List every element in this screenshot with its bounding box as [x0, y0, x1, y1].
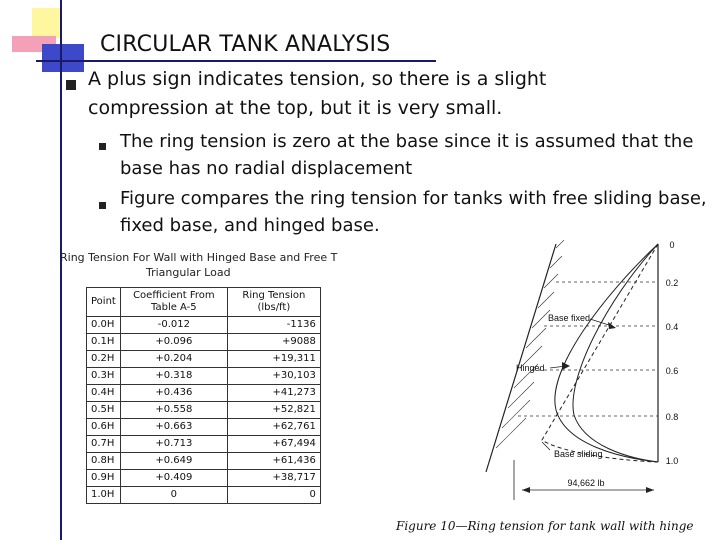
label-base-fixed: Base fixed	[548, 313, 591, 323]
cell-ring-tension: +38,717	[227, 470, 320, 487]
table-row	[87, 436, 321, 453]
figure-heading-line2: Triangular Load	[146, 266, 231, 279]
cell-ring-tension: +41,273	[227, 385, 320, 402]
sub-bullet-marker	[99, 202, 106, 209]
table-row	[87, 317, 321, 334]
cell-coefficient: +0.204	[120, 351, 227, 368]
cell-ring-tension: +61,436	[227, 453, 320, 470]
depth-tick-label: 0.8	[665, 412, 679, 422]
hatching	[496, 240, 564, 448]
cell-point: 1.0H	[87, 487, 121, 504]
depth-tick-label: 0	[669, 240, 675, 250]
table-row	[87, 385, 321, 402]
decor-square-blue	[42, 44, 84, 72]
cell-point: 0.1H	[87, 334, 121, 351]
cell-coefficient: +0.096	[120, 334, 227, 351]
figure-heading	[60, 250, 337, 280]
bullet-main: A plus sign indicates tension, so there is a slight compression at the top, but it is very small.	[88, 68, 547, 119]
cell-coefficient: +0.663	[120, 419, 227, 436]
table-row	[87, 402, 321, 419]
header-point: Point	[87, 288, 121, 317]
sub-bullet-marker	[99, 143, 106, 150]
cell-ring-tension: +52,821	[227, 402, 320, 419]
depth-tick-label: 0.2	[665, 278, 679, 288]
cell-coefficient: +0.713	[120, 436, 227, 453]
curve-base-sliding	[542, 244, 658, 462]
table-row	[87, 487, 321, 504]
table-row	[87, 419, 321, 436]
sub-bullet-2: Figure compares the ring tension for tanks with free sliding base, fixed base, and hinged base.	[120, 188, 707, 236]
depth-tick-label: 0.6	[665, 366, 679, 376]
dimension-label: 94,662 lb	[567, 478, 605, 488]
slide-title: CIRCULAR TANK ANALYSIS	[100, 32, 391, 57]
cell-coefficient: +0.649	[120, 453, 227, 470]
table-header-row	[87, 288, 321, 317]
table-row	[87, 453, 321, 470]
cell-ring-tension: +30,103	[227, 368, 320, 385]
cell-coefficient: 0	[120, 487, 227, 504]
cell-ring-tension: +19,311	[227, 351, 320, 368]
figure-caption: Figure 10—Ring tension for tank wall with hinge	[396, 519, 694, 533]
sub-bullet-1: The ring tension is zero at the base since it is assumed that the base has no radial displacement	[120, 131, 694, 179]
header-ring-tension: Ring Tension (lbs/ft)	[227, 288, 320, 317]
cell-point: 0.5H	[87, 402, 121, 419]
label-hinged: Hinged	[516, 363, 545, 373]
cell-coefficient: +0.409	[120, 470, 227, 487]
ring-tension-figure	[48, 240, 698, 540]
label-base-sliding: Base sliding	[554, 449, 603, 459]
cell-point: 0.9H	[87, 470, 121, 487]
cell-point: 0.0H	[87, 317, 121, 334]
cell-point: 0.6H	[87, 419, 121, 436]
dimension-arrow-left	[522, 487, 530, 493]
table-row	[87, 470, 321, 487]
tank-wall-line	[486, 244, 556, 472]
depth-tick-label: 1.0	[665, 456, 679, 466]
cell-point: 0.2H	[87, 351, 121, 368]
cell-coefficient: -0.012	[120, 317, 227, 334]
decor-horizontal-line	[36, 60, 436, 62]
table-row	[87, 351, 321, 368]
cell-coefficient: +0.318	[120, 368, 227, 385]
cell-coefficient: +0.436	[120, 385, 227, 402]
bullet-marker	[66, 80, 76, 90]
decor-square-yellow	[32, 8, 62, 38]
cell-point: 0.7H	[87, 436, 121, 453]
cell-point: 0.3H	[87, 368, 121, 385]
table-row	[87, 368, 321, 385]
cell-ring-tension: -1136	[227, 317, 320, 334]
curve-hinged	[555, 244, 658, 462]
cell-ring-tension: 0	[227, 487, 320, 504]
dimension-arrow-right	[646, 487, 654, 493]
cell-ring-tension: +67,494	[227, 436, 320, 453]
cell-ring-tension: +9088	[227, 334, 320, 351]
cell-point: 0.8H	[87, 453, 121, 470]
figure-heading-line1: Ring Tension For Wall with Hinged Base and Free T	[60, 251, 338, 264]
depth-tick-label: 0.4	[665, 322, 679, 332]
ring-tension-plot	[456, 240, 696, 525]
cell-coefficient: +0.558	[120, 402, 227, 419]
cell-ring-tension: +62,761	[227, 419, 320, 436]
cell-point: 0.4H	[87, 385, 121, 402]
ring-tension-table	[86, 287, 321, 504]
table-row	[87, 334, 321, 351]
header-coefficient: Coefficient From Table A-5	[120, 288, 227, 317]
curve-base-fixed	[573, 244, 658, 462]
